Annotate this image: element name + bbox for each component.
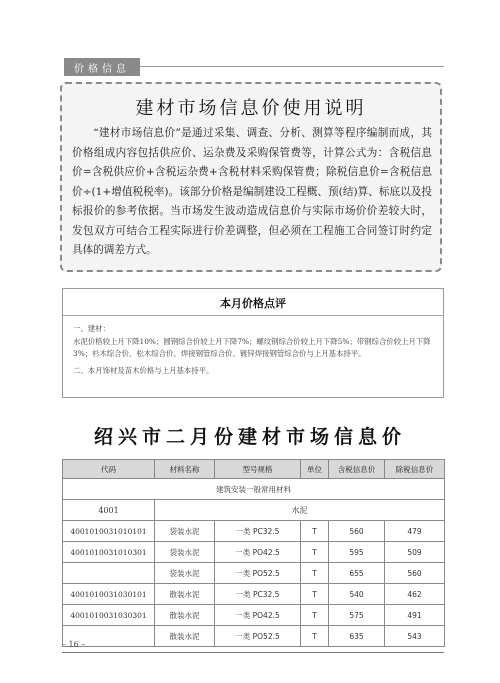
col-header-tax-excl-price: 除税信息价 (385, 460, 445, 479)
section-tag: 价格信息 (64, 58, 140, 76)
review-item-heading: 一、建材： (73, 324, 110, 333)
notice-title: 建材市场信息价使用说明 (135, 98, 367, 119)
cell-unit: T (301, 584, 329, 605)
cell-name: 散装水泥 (155, 626, 215, 647)
cell-spec: 一类 PC32.5 (215, 584, 301, 605)
col-header-spec: 型号规格 (215, 460, 301, 479)
cell-unit: T (301, 605, 329, 626)
cell-tax-excl-price: 479 (385, 521, 445, 542)
page-number: – 16 – (62, 640, 86, 649)
col-header-code: 代码 (63, 460, 155, 479)
price-table (62, 459, 445, 647)
table-header-row (63, 460, 445, 479)
cell-code: 4001010031010101 (63, 521, 155, 542)
table-category-row (63, 500, 445, 521)
cell-name: 袋装水泥 (155, 542, 215, 563)
cell-tax-excl-price: 509 (385, 542, 445, 563)
cell-spec: 一类 PO52.5 (215, 563, 301, 584)
footer-rule (62, 652, 444, 653)
table-row (63, 584, 445, 605)
cell-tax-excl-price: 560 (385, 563, 445, 584)
cell-tax-incl-price: 635 (329, 626, 385, 647)
table-group-row (63, 479, 445, 500)
category-code: 4001 (63, 500, 155, 521)
cell-tax-excl-price: 543 (385, 626, 445, 647)
cell-tax-incl-price: 575 (329, 605, 385, 626)
cell-code: 4001010031030301 (63, 605, 155, 626)
table-row (63, 605, 445, 626)
cell-unit: T (301, 563, 329, 584)
table-row (63, 626, 445, 647)
cell-spec: 一类 PO42.5 (215, 605, 301, 626)
group-label: 建筑安装一般常用材料 (63, 479, 445, 500)
notice-body: “建材市场信息价”是通过采集、调查、分析、测算等程序编制而成，其价格组成内容包括供应价、运杂费及采购保管费等，计算公式为：含税信息价=含税供应价+含税运杂费+含税材料采购保管费；除税信息价=含税信息价÷(1+增值税税率)。该部分价格是编制建设工程概、预(结)算、标底以及投标报价的参考依据。当市场发生波动造成信息价与实际市场价价差较大时，发包双方可结合工程实际进行价差调整，但必须在工程施工合同签订时约定具体的调差方式。 (72, 127, 432, 256)
cell-code: 4001010031030101 (63, 584, 155, 605)
cell-code: 4001010031010301 (63, 542, 155, 563)
cell-tax-excl-price: 491 (385, 605, 445, 626)
col-header-unit: 单位 (301, 460, 329, 479)
col-header-name: 材料名称 (155, 460, 215, 479)
cell-spec: 一类 PO52.5 (215, 626, 301, 647)
review-item-decoration: 二、本月饰材及苗木价格与上月基本持平。 (73, 365, 214, 375)
cell-name: 散装水泥 (155, 584, 215, 605)
review-body (73, 323, 435, 377)
cell-name: 袋装水泥 (155, 521, 215, 542)
review-divider (63, 315, 443, 316)
cell-unit: T (301, 521, 329, 542)
cell-code (63, 563, 155, 584)
review-title: 本月价格点评 (220, 297, 286, 310)
cell-tax-incl-price: 595 (329, 542, 385, 563)
review-item-building-materials: 水泥价格较上月下降10%；圆钢综合价较上月下降7%；螺纹钢综合价较上月下降5%；带钢综合价较上月下降3%；杉木综合价、松木综合价、焊接钢管综合价、镀锌焊接钢管综合价与上月基本持平。 (73, 336, 431, 358)
table-row (63, 542, 445, 563)
cell-spec: 一类 PC32.5 (215, 521, 301, 542)
cell-tax-excl-price: 462 (385, 584, 445, 605)
price-table-title: 绍兴市二月份建材市场信息价 (93, 426, 406, 448)
usage-notice-box (60, 82, 442, 272)
cell-tax-incl-price: 540 (329, 584, 385, 605)
monthly-review-box (62, 288, 444, 398)
col-header-tax-incl-price: 含税信息价 (329, 460, 385, 479)
cell-unit: T (301, 626, 329, 647)
cell-tax-incl-price: 560 (329, 521, 385, 542)
category-name: 水泥 (155, 500, 445, 521)
table-row (63, 521, 445, 542)
cell-unit: T (301, 542, 329, 563)
section-tag-rule (140, 66, 444, 67)
cell-name: 袋装水泥 (155, 563, 215, 584)
cell-spec: 一类 PO42.5 (215, 542, 301, 563)
cell-tax-incl-price: 655 (329, 563, 385, 584)
cell-name: 散装水泥 (155, 605, 215, 626)
table-row (63, 563, 445, 584)
